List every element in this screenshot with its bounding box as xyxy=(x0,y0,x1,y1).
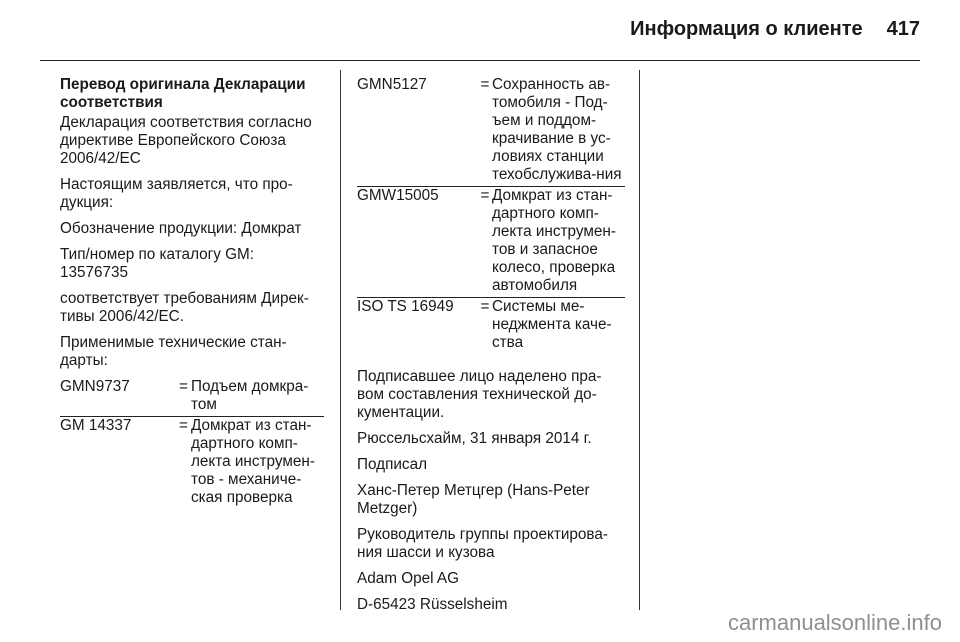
paragraph: Руководитель группы проектирова-ния шасси и кузова xyxy=(357,526,608,561)
column-left xyxy=(60,76,324,517)
paragraph: Декларация соответствия согласно директиве Европейского Союза 2006/42/EC xyxy=(60,114,312,167)
standard-row xyxy=(60,378,324,417)
standards-table xyxy=(357,76,625,354)
column-divider-1 xyxy=(340,70,341,610)
paragraph: соответствует требованиям Дирек-тивы 2006/42/EC. xyxy=(60,290,309,325)
standards-table xyxy=(60,378,324,509)
standard-description: Домкрат из стан-дартного комп-лекта инструмен-тов - механиче-ская проверка xyxy=(191,417,315,506)
equals-sign: = xyxy=(480,187,490,204)
standard-description: Домкрат из стан-дартного комп-лекта инструмен-тов и запасное колесо, проверка автомобиля xyxy=(492,187,616,294)
standard-row xyxy=(60,417,324,509)
page-number: 417 xyxy=(886,18,920,40)
equals-sign: = xyxy=(480,76,490,93)
paragraph: Применимые технические стан-дарты: xyxy=(60,334,287,369)
paragraph: Ханс-Петер Метцгер (Hans-Peter Metzger) xyxy=(357,482,590,517)
standard-code: GMW15005 xyxy=(357,187,439,204)
standard-description: Подъем домкра-том xyxy=(191,378,309,413)
standard-code: GMN5127 xyxy=(357,76,427,93)
paragraph: D-65423 Rüsselsheim xyxy=(357,596,508,613)
page-title: Информация о клиенте xyxy=(630,18,863,40)
standard-code: GMN9737 xyxy=(60,378,130,395)
equals-sign: = xyxy=(179,378,188,395)
paragraph: Подписал xyxy=(357,456,428,473)
paragraph: Тип/номер по каталогу GM: 13576735 xyxy=(60,246,255,281)
paragraph: Рюссельсхайм, 31 января 2014 г. xyxy=(357,430,592,447)
standard-code: GM 14337 xyxy=(60,417,132,434)
standard-code: ISO TS 16949 xyxy=(357,298,454,315)
paragraph: Adam Opel AG xyxy=(357,570,460,587)
paragraph: Обозначение продукции: Домкрат xyxy=(60,220,302,237)
standard-row xyxy=(357,187,625,298)
page-header xyxy=(630,18,920,41)
equals-sign: = xyxy=(179,417,188,434)
standard-description: Сохранность ав-томобиля - Под-ъем и поддом-крачивание в ус-ловиях станции техобслужива-ния xyxy=(492,76,622,183)
standard-row xyxy=(357,298,625,354)
column-divider-2 xyxy=(639,70,640,610)
standard-description: Системы ме-неджмента каче-ства xyxy=(492,298,612,351)
header-rule xyxy=(40,60,920,61)
standard-row xyxy=(357,76,625,187)
section-heading: Перевод оригинала Декларации соответствия xyxy=(60,76,306,111)
column-middle xyxy=(357,76,625,622)
paragraph: Настоящим заявляется, что про-дукция: xyxy=(60,176,293,211)
equals-sign: = xyxy=(480,298,490,315)
paragraph: Подписавшее лицо наделено пра-вом составления технической до-кументации. xyxy=(357,368,602,421)
watermark: carmanualsonline.info xyxy=(727,610,942,635)
